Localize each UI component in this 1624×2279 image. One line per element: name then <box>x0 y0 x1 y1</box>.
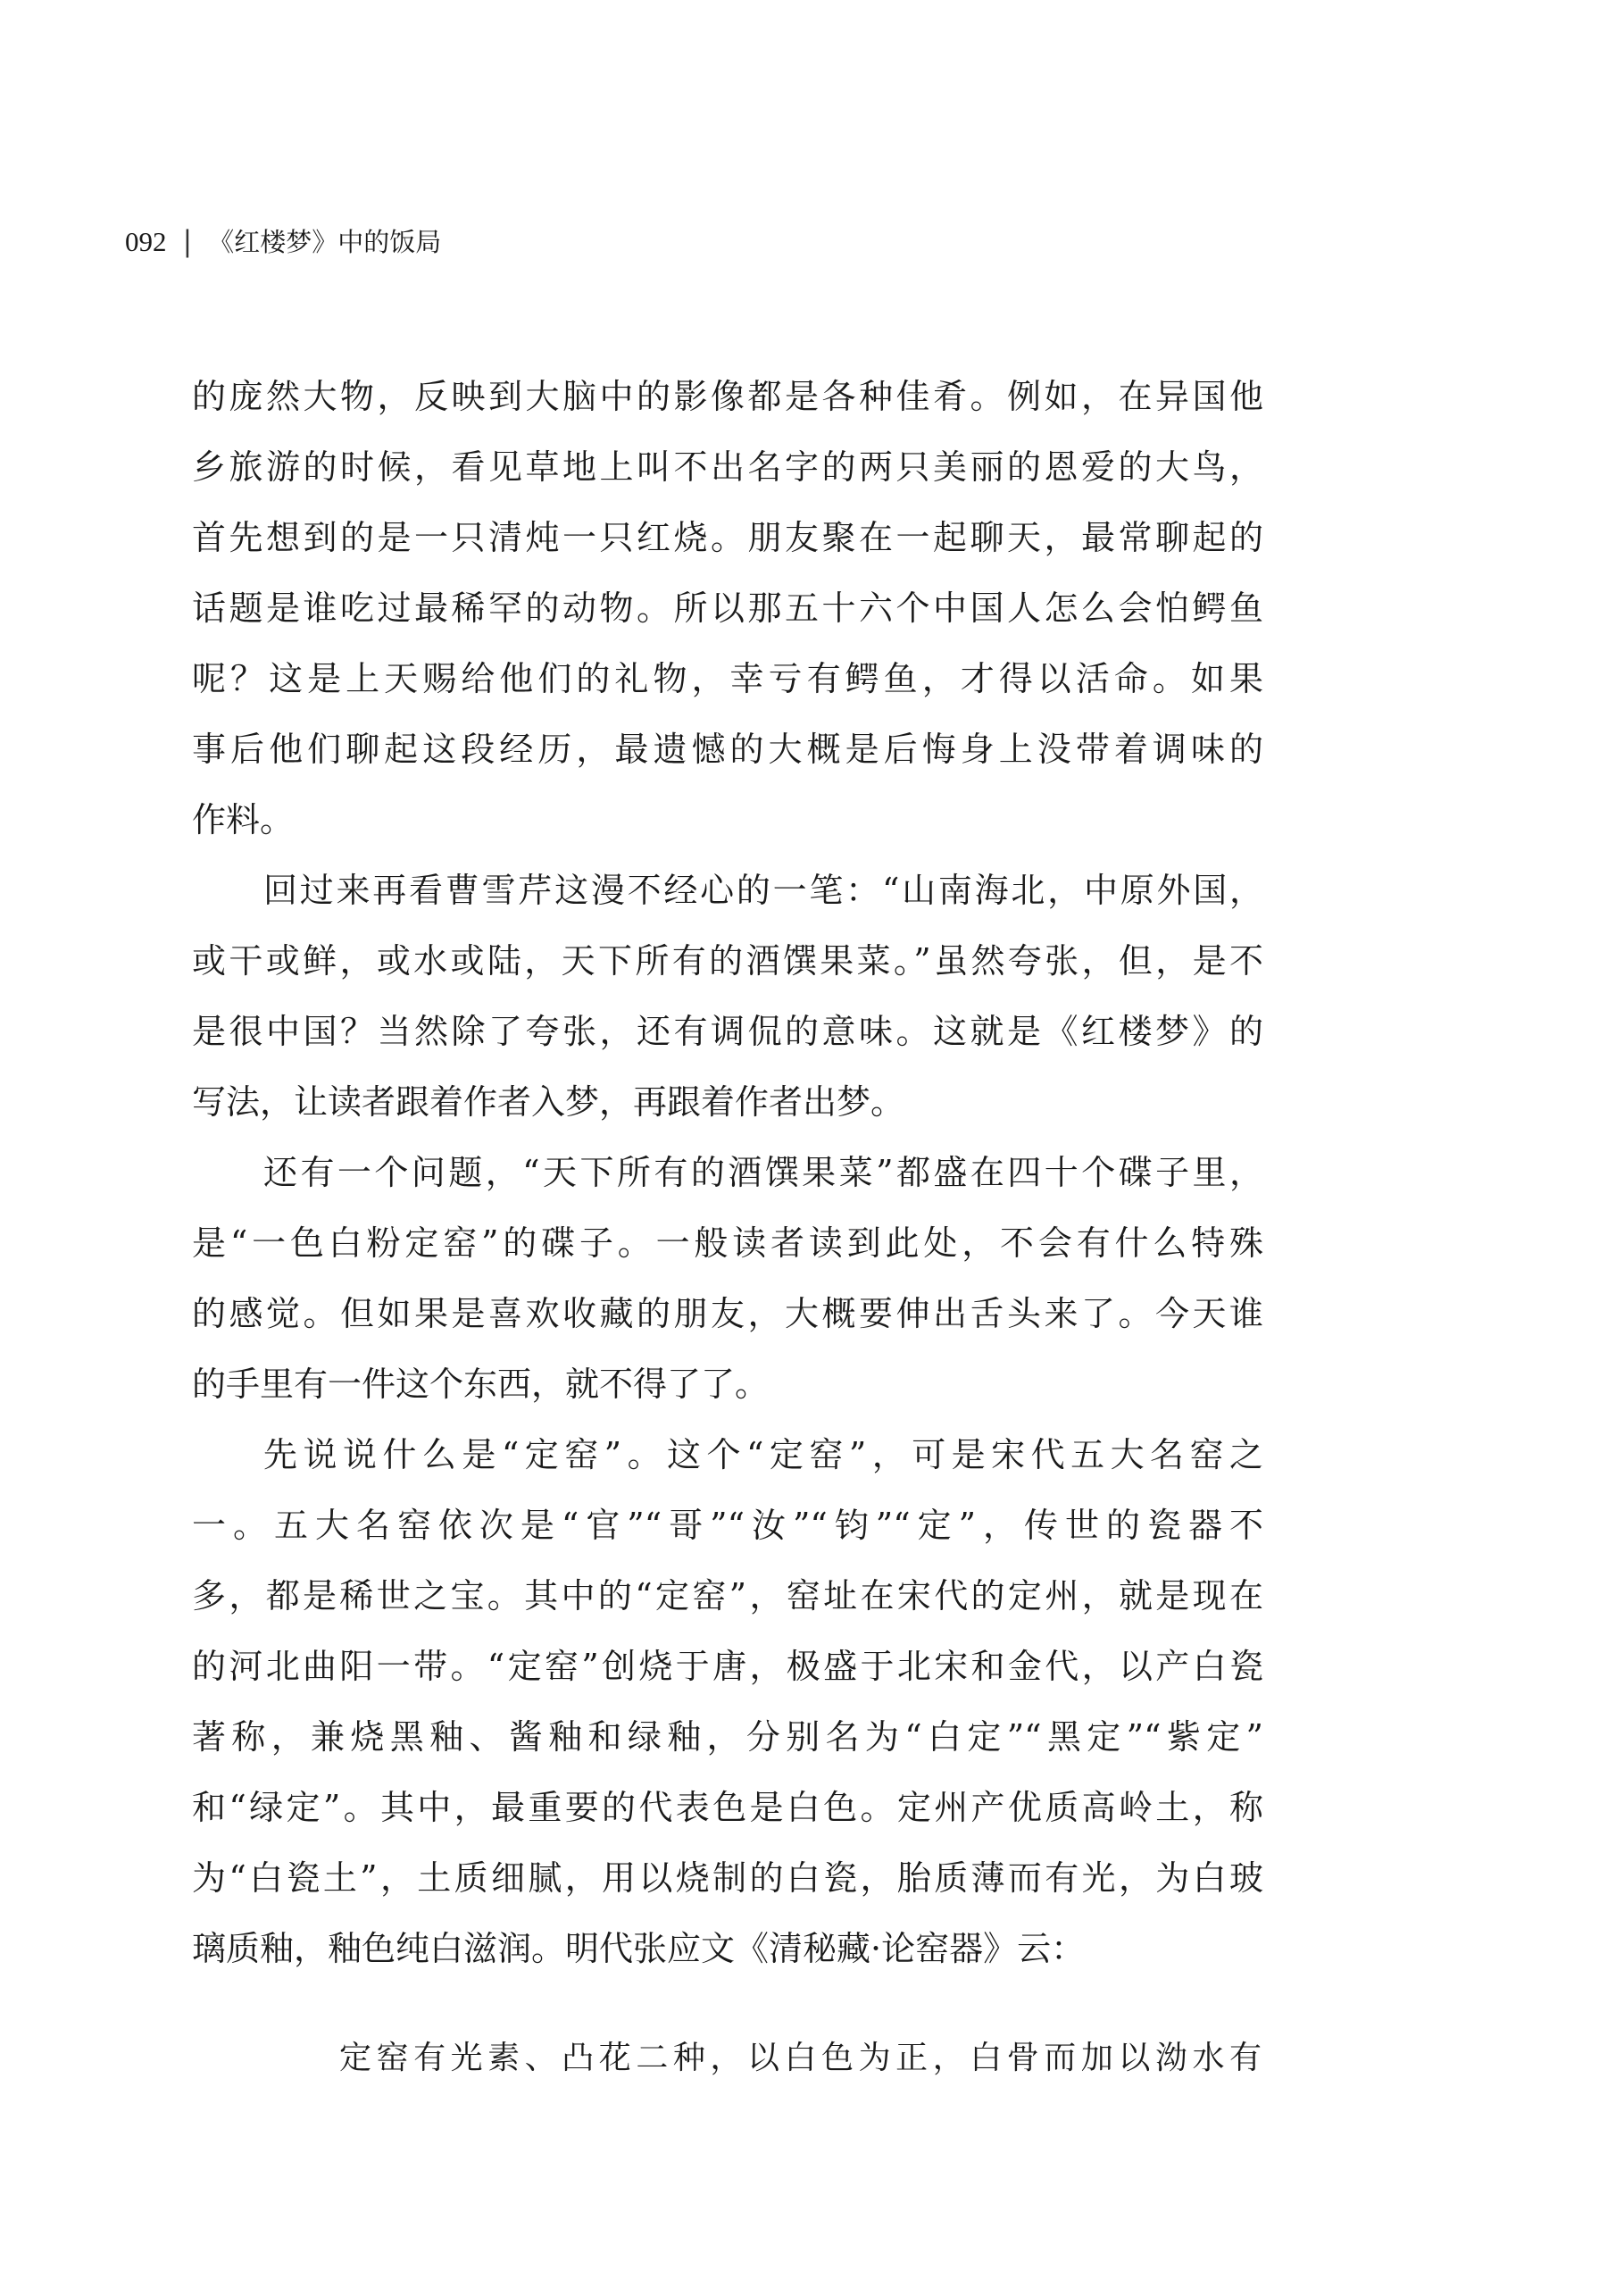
page-number: 092 <box>125 226 167 257</box>
text-line: 著称，兼烧黑釉、酱釉和绿釉，分别名为“白定”“黑定”“紫定” <box>192 1717 1263 1757</box>
text-line: 呢？这是上天赐给他们的礼物，幸亏有鳄鱼，才得以活命。如果 <box>192 659 1263 698</box>
text-line: 为“白瓷土”，土质细腻，用以烧制的白瓷，胎质薄而有光，为白玻 <box>192 1858 1263 1898</box>
text-line: 写法，让读者跟着作者入梦，再跟着作者出梦。 <box>192 1082 905 1122</box>
paragraph <box>192 362 1263 856</box>
text-line: 多，都是稀世之宝。其中的“定窑”，窑址在宋代的定州，就是现在 <box>192 1576 1263 1615</box>
paragraph <box>192 1420 1263 1984</box>
text-line: 还有一个问题，“天下所有的酒馔果菜”都盛在四十个碟子里， <box>263 1153 1263 1192</box>
text-line: 一。五大名窑依次是“官”“哥”“汝”“钧”“定”，传世的瓷器不 <box>192 1506 1263 1545</box>
text-line: 或干或鲜，或水或陆，天下所有的酒馔果菜。”虽然夸张，但，是不 <box>192 941 1263 981</box>
block-quote: 定窑有光素、凸花二种，以白色为正，白骨而加以泑水有 <box>339 2040 1263 2076</box>
text-line: 回过来再看曹雪芹这漫不经心的一笔：“山南海北，中原外国， <box>263 871 1263 910</box>
text-line: 事后他们聊起这段经历，最遗憾的大概是后悔身上没带着调味的 <box>192 730 1263 769</box>
text-line: 乡旅游的时候，看见草地上叫不出名字的两只美丽的恩爱的大鸟， <box>192 447 1263 487</box>
text-line: 是“一色白粉定窑”的碟子。一般读者读到此处，不会有什么特殊 <box>192 1223 1263 1263</box>
text-line: 首先想到的是一只清炖一只红烧。朋友聚在一起聊天，最常聊起的 <box>192 518 1263 557</box>
text-line: 的感觉。但如果是喜欢收藏的朋友，大概要伸出舌头来了。今天谁 <box>192 1294 1263 1333</box>
paragraph <box>192 856 1263 1138</box>
text-line: 先说说什么是“定窑”。这个“定窑”，可是宋代五大名窑之 <box>263 1435 1263 1474</box>
text-line: 璃质釉，釉色纯白滋润。明代张应文《清秘藏·论窑器》云： <box>192 1929 1086 1968</box>
header-separator: | <box>182 224 193 258</box>
text-line: 和“绿定”。其中，最重要的代表色是白色。定州产优质高岭土，称 <box>192 1788 1263 1827</box>
text-line: 话题是谁吃过最稀罕的动物。所以那五十六个中国人怎么会怕鳄鱼 <box>192 589 1263 628</box>
text-line: 的河北曲阳一带。“定窑”创烧于唐，极盛于北宋和金代，以产白瓷 <box>192 1647 1263 1686</box>
body-text <box>192 362 1263 1984</box>
text-line: 的庞然大物，反映到大脑中的影像都是各种佳肴。例如，在异国他 <box>192 377 1263 416</box>
running-header <box>125 223 441 260</box>
book-title: 《红楼梦》中的饭局 <box>208 227 442 257</box>
text-line: 是很中国？当然除了夸张，还有调侃的意味。这就是《红楼梦》的 <box>192 1012 1263 1051</box>
paragraph <box>192 1138 1263 1420</box>
text-line: 作料。 <box>192 800 295 839</box>
text-line: 的手里有一件这个东西，就不得了了。 <box>192 1365 770 1404</box>
